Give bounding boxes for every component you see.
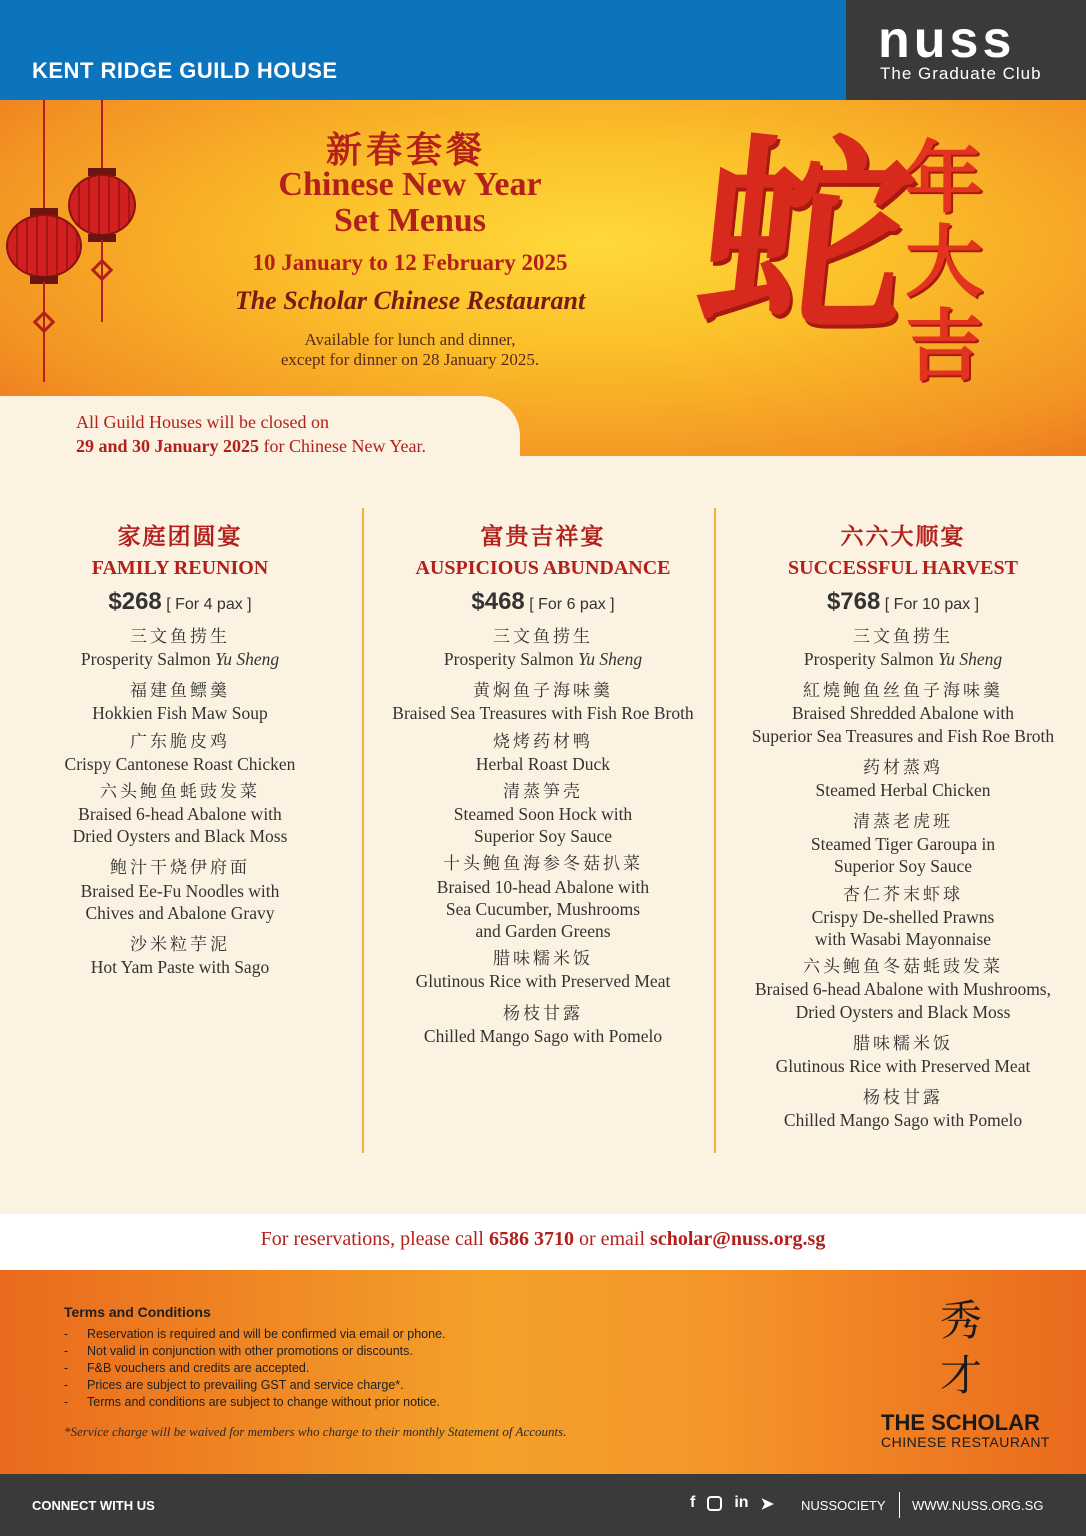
dish-en: Braised 6-head Abalone with Mushrooms, <box>755 979 1051 1000</box>
dish-en: Dried Oysters and Black Moss <box>72 826 288 847</box>
dish-en: Glutinous Rice with Preserved Meat <box>415 971 671 992</box>
dish <box>5 857 355 924</box>
price-amount: $468 <box>471 588 525 615</box>
connect-label: CONNECT WITH US <box>32 1498 155 1513</box>
dish <box>5 781 355 848</box>
dish-cn: 杏仁芥末虾球 <box>843 884 963 905</box>
closure-notice <box>76 410 426 459</box>
dish-cn: 清蒸老虎班 <box>853 812 953 833</box>
scholar-logo-sub: CHINESE RESTAURANT <box>881 1434 1050 1450</box>
dish <box>728 757 1078 801</box>
dish-cn: 十头鲍鱼海参冬菇扒菜 <box>443 854 643 875</box>
dish-en: Hokkien Fish Maw Soup <box>92 703 268 724</box>
menu-successful-harvest <box>728 518 1078 1131</box>
dish-cn: 烧烤药材鸭 <box>493 731 593 752</box>
reservation-prefix: For reservations, please call <box>260 1228 489 1250</box>
dish <box>368 1003 718 1047</box>
side-char-1: 年 <box>905 134 984 224</box>
price-amount: $268 <box>108 588 162 615</box>
dish-cn: 三文鱼捞生 <box>130 627 230 647</box>
facebook-icon[interactable]: f <box>690 1494 696 1511</box>
price-pax: [ For 10 pax ] <box>884 596 980 613</box>
dish-cn: 杨枝甘露 <box>863 1088 943 1109</box>
dish <box>368 853 718 942</box>
closure-line2: for Chinese New Year. <box>259 436 427 457</box>
dish-en: Braised 6-head Abalone with <box>78 804 282 825</box>
service-charge-note: *Service charge will be waived for members who charge to their monthly Statement of Accounts. <box>64 1424 567 1439</box>
scholar-logo-name: THE SCHOLAR <box>881 1410 1040 1435</box>
dish-cn: 腊味糯米饭 <box>853 1033 953 1054</box>
dish-en: Prosperity Salmon Yu Sheng <box>80 649 280 670</box>
side-char-2: 大 <box>905 218 984 308</box>
dish-en: Prosperity Salmon Yu Sheng <box>803 649 1003 670</box>
dish <box>728 884 1078 951</box>
dish-cn: 六头鲍鱼蚝豉发菜 <box>100 781 260 802</box>
telegram-icon[interactable]: ➤ <box>760 1496 774 1513</box>
hero-title-line1: Chinese New Year <box>278 166 542 203</box>
hero-availability-2: except for dinner on 28 January 2025. <box>280 350 540 369</box>
dish-en: Chilled Mango Sago with Pomelo <box>423 1025 663 1046</box>
dish-en: Sea Cucumber, Mushrooms <box>445 898 641 919</box>
social-handle[interactable]: NUSSOCIETY <box>801 1498 886 1513</box>
scholar-chars: 秀才 <box>940 1296 983 1400</box>
dish <box>728 956 1078 1023</box>
dish <box>728 1087 1078 1131</box>
dish-en: Crispy Cantonese Roast Chicken <box>64 753 296 774</box>
menu-name-cn: 家庭团圆宴 <box>117 524 243 550</box>
website-link[interactable]: WWW.NUSS.ORG.SG <box>912 1498 1044 1513</box>
terms-list <box>64 1326 446 1411</box>
menu-name-cn: 富贵吉祥宴 <box>480 524 606 550</box>
linkedin-icon[interactable]: in <box>734 1494 749 1511</box>
menu-family-reunion <box>5 518 355 978</box>
menu-name-cn: 六六大顺宴 <box>840 524 966 550</box>
dish-cn: 福建鱼鳔羹 <box>130 681 230 702</box>
dish-cn: 鲍汁干烧伊府面 <box>110 858 250 879</box>
menu-price <box>5 588 355 616</box>
dish-cn: 清蒸笋壳 <box>503 781 583 802</box>
dish-en: Steamed Tiger Garoupa in <box>810 834 996 855</box>
hero-restaurant: The Scholar Chinese Restaurant <box>234 286 586 315</box>
dish-en: Herbal Roast Duck <box>475 753 611 774</box>
reservation-email[interactable]: scholar@nuss.org.sg <box>650 1228 826 1250</box>
dish-en: Chilled Mango Sago with Pomelo <box>783 1110 1023 1131</box>
dish-en: Crispy De-shelled Prawns <box>811 906 995 927</box>
column-divider <box>362 508 364 1153</box>
dish <box>368 781 718 848</box>
terms-item: - Not valid in conjunction with other promotions or discounts. <box>64 1344 413 1358</box>
nuss-logo[interactable] <box>846 0 1086 100</box>
menu-price <box>728 588 1078 616</box>
dish <box>5 626 355 670</box>
menu-auspicious-abundance <box>368 518 718 1047</box>
dish-cn: 三文鱼捞生 <box>493 627 593 647</box>
price-amount: $768 <box>826 588 881 615</box>
dish-en: Braised Sea Treasures with Fish Roe Broth <box>392 703 694 724</box>
dish-en: with Wasabi Mayonnaise <box>814 929 992 949</box>
dish-cn: 六头鲍鱼冬菇蚝豉发菜 <box>803 957 1003 978</box>
dish-en: Chives and Abalone Gravy <box>85 902 275 923</box>
dish <box>368 626 718 670</box>
closure-dates: 29 and 30 January 2025 <box>76 436 260 457</box>
menu-name-en: FAMILY REUNION <box>91 557 269 579</box>
dish <box>368 948 718 992</box>
header-bar <box>0 0 1086 100</box>
dish <box>728 680 1078 747</box>
social-icons <box>690 1494 774 1514</box>
side-char-3: 吉 <box>905 302 984 392</box>
nuss-logo-text: nuss <box>878 11 1016 69</box>
instagram-icon[interactable] <box>707 1496 722 1511</box>
reservation-phone[interactable]: 6586 3710 <box>488 1228 574 1250</box>
dish <box>5 680 355 724</box>
dish-cn: 黄焖鱼子海味羹 <box>473 681 613 702</box>
reservation-middle: or email <box>573 1228 651 1250</box>
nuss-logo-subtitle: The Graduate Club <box>880 64 1042 83</box>
dish-en: Steamed Soon Hock with <box>453 804 633 825</box>
dish-en: Superior Soy Sauce <box>473 826 613 847</box>
dish-en: Braised Ee-Fu Noodles with <box>80 880 280 901</box>
dish-cn: 杨枝甘露 <box>503 1003 583 1024</box>
dish-en: Hot Yam Paste with Sago <box>90 957 270 978</box>
dish-en: Dried Oysters and Black Moss <box>795 1001 1011 1022</box>
dish-cn: 药材蒸鸡 <box>863 757 943 778</box>
dish-en: Braised Shredded Abalone with <box>791 703 1015 724</box>
dish-en: Superior Soy Sauce <box>833 856 973 877</box>
dish <box>368 731 718 775</box>
dish-cn: 广东脆皮鸡 <box>130 731 230 752</box>
dish-en: and Garden Greens <box>475 921 611 941</box>
hero-title-line2: Set Menus <box>333 202 487 239</box>
dish <box>728 626 1078 670</box>
closure-line1: All Guild Houses will be closed on <box>76 412 329 432</box>
dish <box>728 811 1078 878</box>
dish-en: Braised 10-head Abalone with <box>436 876 650 897</box>
dish <box>728 1033 1078 1077</box>
menu-name-en: SUCCESSFUL HARVEST <box>788 557 1018 579</box>
dish <box>5 934 355 978</box>
dish-cn: 腊味糯米饭 <box>493 949 593 970</box>
terms-item: - F&B vouchers and credits are accepted. <box>64 1361 310 1375</box>
terms-item: - Terms and conditions are subject to change without prior notice. <box>64 1395 440 1409</box>
dish-en: Glutinous Rice with Preserved Meat <box>775 1055 1031 1076</box>
footer-divider <box>899 1492 900 1518</box>
menu-price <box>368 588 718 616</box>
dish-en: Prosperity Salmon Yu Sheng <box>443 649 643 670</box>
dish-cn: 紅燒鲍鱼丝鱼子海味羹 <box>803 681 1003 702</box>
price-pax: [ For 6 pax ] <box>529 596 615 613</box>
dish-cn: 三文鱼捞生 <box>853 627 953 647</box>
dish <box>368 680 718 724</box>
dish-en: Steamed Herbal Chicken <box>815 779 991 800</box>
scholar-logo-chars <box>940 1294 986 1403</box>
terms-item: - Prices are subject to prevailing GST and service charge*. <box>64 1378 404 1392</box>
hero-banner <box>0 100 1086 460</box>
dish-en: Superior Sea Treasures and Fish Roe Broth <box>751 725 1055 746</box>
guild-house-name: KENT RIDGE GUILD HOUSE <box>32 58 338 83</box>
terms-item: - Reservation is required and will be confirmed via email or phone. <box>64 1327 446 1341</box>
dish <box>5 731 355 775</box>
dish-cn: 沙米粒芋泥 <box>130 935 230 955</box>
hero-title-cn: 新春套餐 <box>325 130 486 170</box>
snake-character: 蛇 <box>687 116 923 361</box>
price-pax: [ For 4 pax ] <box>166 596 252 613</box>
footer-bar <box>0 1474 1086 1536</box>
reservation-line <box>0 1214 1086 1270</box>
hero-dates: 10 January to 12 February 2025 <box>252 250 568 275</box>
terms-title: Terms and Conditions <box>64 1304 211 1320</box>
hero-availability-1: Available for lunch and dinner, <box>304 330 516 349</box>
menu-name-en: AUSPICIOUS ABUNDANCE <box>415 557 671 579</box>
terms-section <box>0 1270 1086 1474</box>
